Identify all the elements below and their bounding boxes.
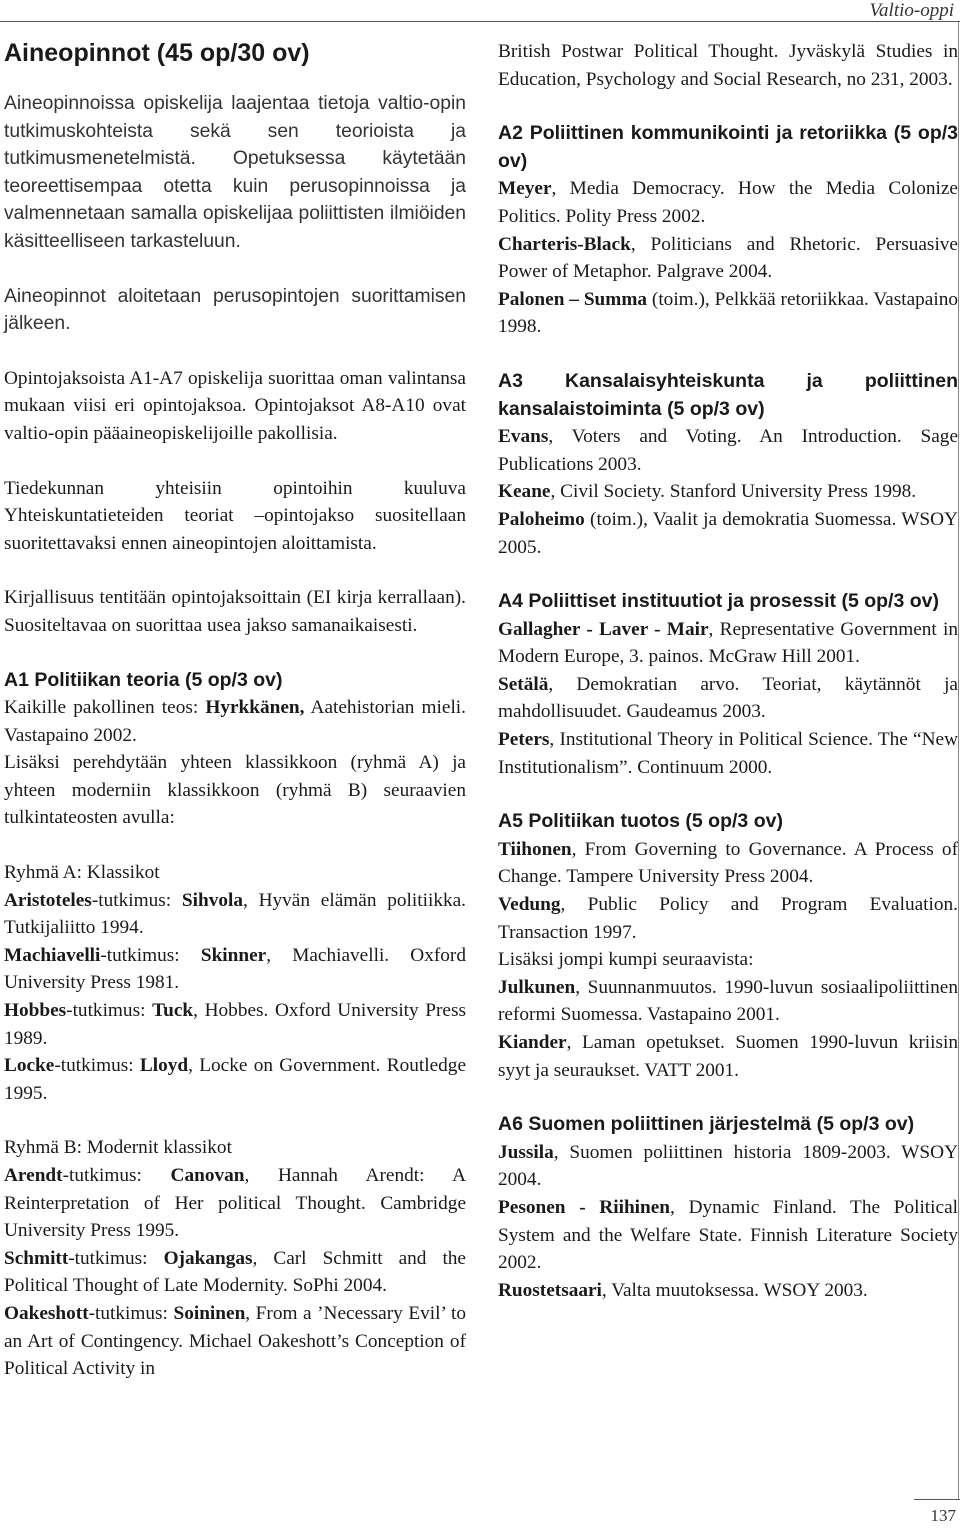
continuation-text: British Postwar Political Thought. Jyväskylä Studies in Education, Psychology and Social Research, no 231, 2003. xyxy=(498,41,958,90)
ref-rest: , Laman opetukset. Suomen 1990-luvun kriisin syyt ja seuraukset. VATT 2001. xyxy=(498,1032,958,1081)
a4-ref xyxy=(498,726,958,781)
recommendation-paragraph: Tiedekunnan yhteisiin opintoihin kuuluva Yhteiskuntatieteiden teoriat –opintojakso suositellaan suoritettavaksi ennen aineopintojen aloittamista. xyxy=(4,477,466,554)
ref-subject: Arendt xyxy=(4,1165,63,1186)
ref-author: Tuck xyxy=(152,1000,194,1022)
a6-heading: A6 Suomen poliittinen järjestelmä (5 op/3 ov) xyxy=(498,1113,915,1136)
ref-rest: , Suunnanmuutos. 1990-luvun sosiaalipoliittinen reformi Suomessa. Vastapaino 2001. xyxy=(498,976,958,1026)
group-a-heading: Ryhmä A: Klassikot xyxy=(4,862,160,884)
ref-subject: Aristoteles xyxy=(4,889,92,911)
running-header: Valtio-oppi xyxy=(869,0,954,21)
ref-rest: , Voters and Voting. An Introduction. Sage Publications 2003. xyxy=(498,426,958,475)
a6-ref xyxy=(498,1139,958,1194)
ref-rest: , Valta muutoksessa. WSOY 2003. xyxy=(601,1279,868,1301)
ref-mid: -tutkimus: xyxy=(68,1247,164,1269)
a4-ref xyxy=(498,616,958,671)
a3-ref xyxy=(498,423,958,478)
right-column xyxy=(498,38,958,1304)
ref-author: Setälä xyxy=(498,673,549,695)
a5-extra-ref xyxy=(498,974,958,1029)
ref-author: Vedung xyxy=(498,894,561,916)
a3-heading: A3 Kansalaisyhteiskunta ja poliittinen kansalaistoiminta (5 op/3 ov) xyxy=(498,369,958,420)
group-b-ref xyxy=(4,1162,466,1245)
ref-rest: , From Governing to Governance. A Process of Change. Tampere University Press 2004. xyxy=(498,838,958,888)
page-number-rule xyxy=(914,1499,960,1500)
ref-rest: , Institutional Theory in Political Science. The “New Institutionalism”. Continuum 2000. xyxy=(498,729,958,778)
selection-paragraph: Opintojaksoista A1-A7 opiskelija suorittaa oman valintansa mukaan viisi eri opintojaksoa. Opintojaksot A8-A10 ovat valtio-opin pääaineopiskelijoille pakollisia. xyxy=(4,367,466,444)
intro-paragraph: Aineopinnoissa opiskelija laajentaa tietoja valtio-opin tutkimuskohteista sekä sen teorioista ja tutkimusmenetelmistä. Opetuksessa käytetään teoreettisempaa otetta kuin perusopinnoissa ja valmennetaan samalla opiskelijaa poliittisten ilmiöiden käsitteelliseen tarkasteluun. xyxy=(4,93,466,252)
page-title: Aineopinnot (45 op/30 ov) xyxy=(4,39,310,67)
ref-author: Soininen xyxy=(173,1302,246,1324)
ref-author: Lloyd xyxy=(139,1055,189,1077)
a4-heading: A4 Poliittiset instituutiot ja prosessit (5 op/3 ov) xyxy=(498,590,939,613)
ref-mid: -tutkimus: xyxy=(54,1055,140,1077)
a5-ref xyxy=(498,836,958,891)
page-edge-rule xyxy=(958,22,959,1500)
group-b-ref xyxy=(4,1245,466,1300)
ref-rest: , From a ’Necessary Evil’ to an Art of Contingency. Michael Oakeshott’s Conception of Political Activity in xyxy=(4,1302,467,1380)
ref-author: Sihvola xyxy=(181,889,243,911)
ref-mid: -tutkimus: xyxy=(62,1165,171,1186)
ref-rest: (toim.), Pelkkää retoriikkaa. Vastapaino 1998. xyxy=(498,288,958,338)
a3-ref xyxy=(498,506,958,561)
group-b-ref xyxy=(4,1300,466,1383)
a2-heading: A2 Poliittinen kommunikointi ja retoriikka (5 op/3 ov) xyxy=(498,122,958,172)
ref-mid: -tutkimus: xyxy=(100,944,201,966)
header-rule xyxy=(0,21,960,22)
a6-ref xyxy=(498,1194,958,1277)
ref-author: Canovan xyxy=(170,1165,245,1186)
ref-mid: -tutkimus: xyxy=(88,1302,174,1324)
ref-author: Ruostetsaari xyxy=(498,1279,602,1301)
ref-subject: Hobbes xyxy=(4,1000,67,1022)
ref-author: Julkunen xyxy=(498,976,576,998)
ref-author: Peters xyxy=(498,729,550,751)
ref-rest: , Hannah Arendt: A Reinterpretation of Her political Thought. Cambridge University Press 1995. xyxy=(4,1165,467,1242)
a1-mandatory-prefix: Kaikille pakollinen teos: xyxy=(4,697,206,719)
prerequisite-paragraph: Aineopinnot aloitetaan perusopintojen suorittamisen jälkeen. xyxy=(4,285,466,335)
ref-author: Charteris-Black xyxy=(498,233,631,255)
ref-rest: , Dynamic Finland. The Political System and the Welfare State. Finnish Literature Society 2002. xyxy=(498,1196,958,1274)
ref-author: Pesonen - Riihinen xyxy=(498,1196,671,1218)
a1-extra: Lisäksi perehdytään yhteen klassikkoon (ryhmä A) ja yhteen moderniin klassikkoon (ryhmä B) seuraavien tulkintateosten avulla: xyxy=(4,752,466,829)
left-column xyxy=(4,38,466,1383)
ref-author: Tiihonen xyxy=(498,838,572,860)
ref-rest: , Hobbes. Oxford University Press 1989. xyxy=(4,1000,466,1049)
group-b-heading: Ryhmä B: Modernit klassikot xyxy=(4,1137,232,1159)
group-a-ref xyxy=(4,1052,466,1107)
a3-ref xyxy=(498,478,958,506)
ref-author: Palonen – Summa xyxy=(498,288,648,310)
a5-heading: A5 Politiikan tuotos (5 op/3 ov) xyxy=(498,810,783,833)
ref-subject: Machiavelli xyxy=(4,944,101,966)
group-a-ref xyxy=(4,887,466,942)
a1-mandatory-rest: Aatehistorian mieli. Vastapaino 2002. xyxy=(4,697,466,746)
ref-author: Ojakangas xyxy=(163,1247,253,1269)
ref-author: Evans xyxy=(498,426,549,448)
a5-extra-ref xyxy=(498,1029,958,1084)
a2-ref xyxy=(498,231,958,286)
a5-extra-label: Lisäksi jompi kumpi seuraavista: xyxy=(498,949,754,971)
ref-subject: Locke xyxy=(4,1055,55,1077)
ref-rest: , Demokratian arvo. Teoriat, käytännöt ja mahdollisuudet. Gaudeamus 2003. xyxy=(498,673,958,723)
ref-rest: , Public Policy and Program Evaluation. Transaction 1997. xyxy=(498,894,958,943)
ref-author: Skinner xyxy=(200,944,267,966)
ref-subject: Schmitt xyxy=(4,1247,69,1269)
a5-ref xyxy=(498,891,958,946)
ref-author: Keane xyxy=(498,481,551,503)
ref-subject: Oakeshott xyxy=(4,1302,89,1324)
group-a-ref xyxy=(4,942,466,997)
a6-ref xyxy=(498,1277,958,1305)
a4-ref xyxy=(498,671,958,726)
ref-author: Gallagher - Laver - Mair xyxy=(498,618,709,640)
ref-rest: , Locke on Government. Routledge 1995. xyxy=(4,1055,466,1104)
a2-ref xyxy=(498,175,958,230)
group-a-ref xyxy=(4,997,466,1052)
ref-author: Kiander xyxy=(498,1032,567,1053)
a1-mandatory xyxy=(4,694,466,749)
a1-heading: A1 Politiikan teoria (5 op/3 ov) xyxy=(4,668,283,691)
ref-author: Paloheimo xyxy=(498,508,585,530)
exam-paragraph: Kirjallisuus tentitään opintojaksoittain (EI kirja kerrallaan). Suositeltavaa on suorittaa usea jakso samanaikaisesti. xyxy=(4,587,466,636)
ref-rest: , Media Democracy. How the Media Colonize Politics. Polity Press 2002. xyxy=(498,178,958,227)
ref-mid: -tutkimus: xyxy=(66,1000,153,1022)
ref-mid: -tutkimus: xyxy=(91,889,182,911)
ref-rest: , Suomen poliittinen historia 1809-2003. WSOY 2004. xyxy=(498,1141,958,1191)
page-number: 137 xyxy=(930,1506,956,1525)
ref-author: Meyer xyxy=(498,178,552,200)
ref-author: Jussila xyxy=(498,1141,554,1163)
ref-rest: , Hyvän elämän politiikka. Tutkijaliitto 1994. xyxy=(4,889,466,939)
a1-mandatory-author: Hyrkkänen, xyxy=(205,697,305,719)
ref-rest: , Politicians and Rhetoric. Persuasive Power of Metaphor. Palgrave 2004. xyxy=(498,233,958,283)
a2-ref xyxy=(498,286,958,341)
ref-rest: , Representative Government in Modern Europe, 3. painos. McGraw Hill 2001. xyxy=(498,618,958,668)
ref-rest: , Carl Schmitt and the Political Thought of Late Modernity. SoPhi 2004. xyxy=(4,1247,466,1297)
ref-rest: (toim.), Vaalit ja demokratia Suomessa. WSOY 2005. xyxy=(498,508,958,558)
ref-rest: , Civil Society. Stanford University Press 1998. xyxy=(550,481,917,503)
ref-rest: , Machiavelli. Oxford University Press 1981. xyxy=(4,944,466,994)
